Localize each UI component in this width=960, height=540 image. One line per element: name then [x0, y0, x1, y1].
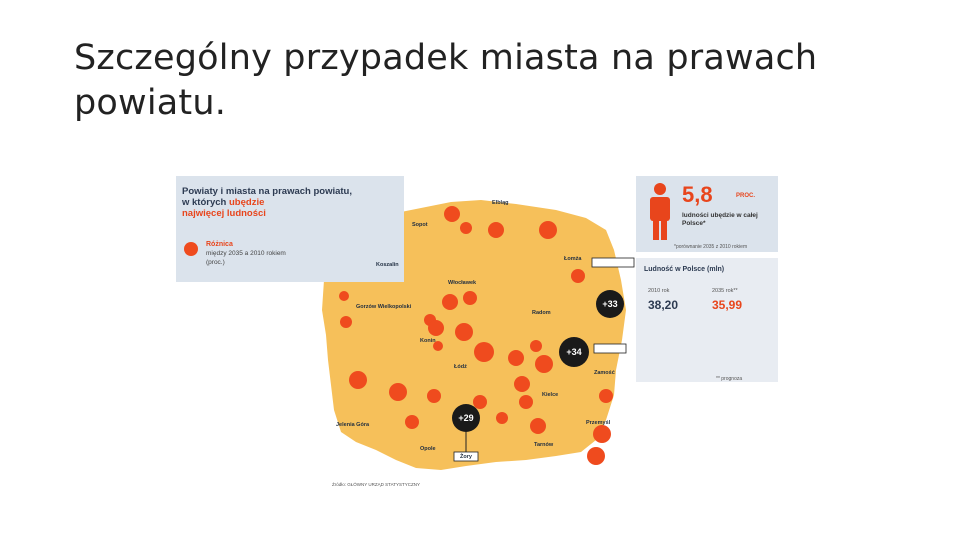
- legend-label: Różnica: [206, 241, 233, 248]
- year-2010-label: 2010 rok: [648, 288, 670, 294]
- legend-title-line-2: w których: [182, 197, 229, 208]
- slide-title-line-2: powiatu.: [74, 83, 227, 123]
- label-zamosc: Zamość: [594, 370, 615, 376]
- prognosis-note: ** prognoza: [716, 376, 743, 382]
- source-note: Źródło: GŁÓWNY URZĄD STATYSTYCZNY: [332, 482, 421, 487]
- label-koszalin: Koszalin: [376, 262, 399, 268]
- label-zory: Żory: [460, 454, 472, 460]
- legend-panel: [176, 176, 404, 282]
- slide-title: [74, 36, 894, 126]
- percent-unit: PROC.: [736, 193, 756, 199]
- label-elblag: Elbląg: [492, 200, 509, 206]
- person-icon: [644, 182, 676, 242]
- callout-value-2: +34: [566, 347, 582, 357]
- slide-title-line-1: Szczególny przypadek miasta na prawach: [74, 38, 818, 78]
- population-2035: 35,99: [712, 298, 743, 312]
- legend-title-line-1: Powiaty i miasta na prawach powiatu,: [182, 186, 352, 197]
- percent-note: *porównanie 2035 z 2010 rokiem: [674, 244, 748, 250]
- year-2035-label: 2035 rok**: [712, 288, 738, 294]
- percent-value: 5,8: [682, 182, 713, 207]
- population-title: Ludność w Polsce (mln): [644, 266, 725, 273]
- label-wloclawek: Włocławek: [448, 280, 477, 286]
- callout-value-3: +29: [458, 413, 474, 423]
- infographic-image: [176, 170, 778, 492]
- label-kielce: Kielce: [542, 392, 559, 398]
- population-2010: 38,20: [648, 298, 679, 312]
- callout-value-1: +33: [602, 299, 618, 309]
- label-jelenia-gora: Jelenia Góra: [336, 422, 370, 428]
- label-opole: Opole: [420, 446, 436, 452]
- label-sopot: Sopot: [412, 222, 428, 228]
- percent-description: ludności ubędzie w całej Polsce*: [682, 212, 758, 227]
- legend-dot-icon: [184, 242, 198, 256]
- label-tarnow: Tarnów: [534, 442, 554, 448]
- side-panel-bottom: [636, 258, 778, 382]
- legend-title-highlight-1: ubędzie: [229, 197, 265, 208]
- legend-title-highlight-2: najwięcej ludności: [182, 208, 266, 219]
- label-radom: Radom: [532, 310, 551, 316]
- legend-description: między 2035 a 2010 rokiem (proc.): [206, 250, 286, 266]
- label-lodz: Łódź: [454, 364, 467, 370]
- label-konin: Konin: [420, 338, 436, 344]
- label-lomza: Łomża: [564, 256, 582, 262]
- label-gorzow: Gorzów Wielkopolski: [356, 304, 412, 310]
- label-przemysl: Przemyśl: [586, 420, 611, 426]
- legend-title: [182, 186, 402, 219]
